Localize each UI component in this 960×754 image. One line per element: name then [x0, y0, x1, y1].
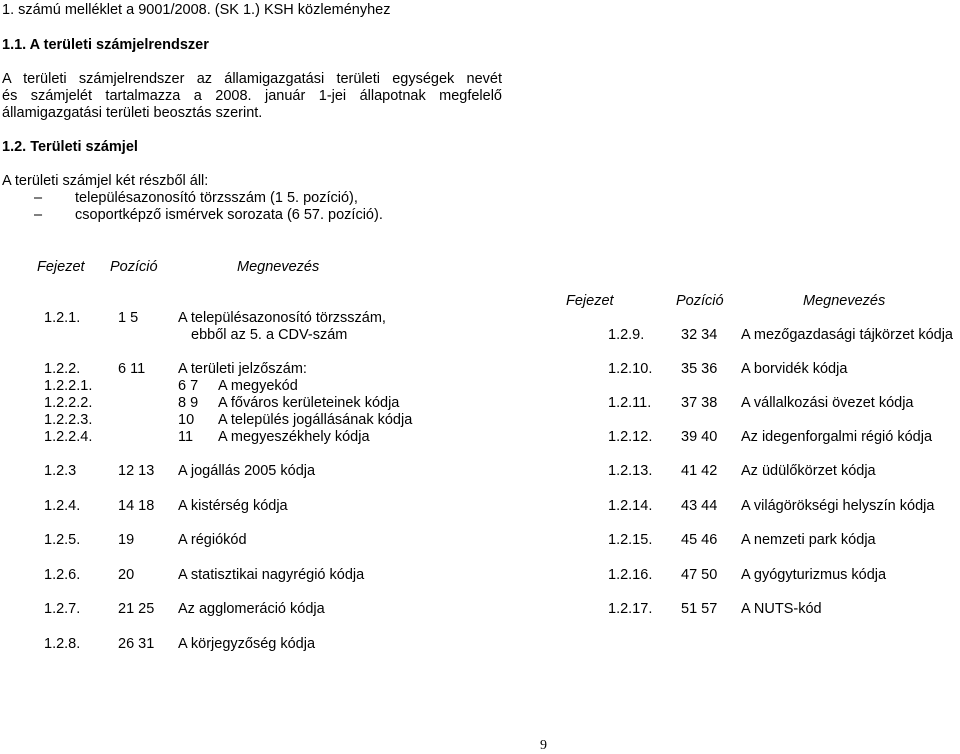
table-cell-position: 41 42 — [681, 463, 718, 479]
table-cell-chapter: 1.2.1. — [44, 310, 81, 326]
table-cell-chapter: 1.2.5. — [44, 532, 81, 548]
table-cell-position: 47 50 — [681, 567, 718, 583]
table-cell-name: A vállalkozási övezet kódja — [741, 395, 914, 411]
table-cell-name: A jogállás 2005 kódja — [178, 463, 316, 479]
table-cell-chapter: 1.2.8. — [44, 636, 81, 652]
table-cell-name: A kistérség kódja — [178, 498, 288, 514]
table-cell-chapter: 1.2.6. — [44, 567, 81, 583]
table-cell-chapter: 1.2.14. — [608, 498, 653, 514]
table-cell-position: 37 38 — [681, 395, 718, 411]
table-cell-position: 6 11 — [118, 361, 146, 377]
section2-bullet2: csoportképző ismérvek sorozata (6 57. pozíció). — [75, 207, 383, 223]
right-header-chapter: Fejezet — [566, 293, 614, 309]
section-heading-1-1: 1.1. A területi számjelrendszer — [2, 37, 209, 53]
table-cell-chapter: 1.2.4. — [44, 498, 81, 514]
table-cell-position: 8 9 — [178, 395, 199, 411]
left-header-chapter: Fejezet — [37, 259, 85, 275]
left-header-name: Megnevezés — [237, 259, 320, 275]
table-cell-position: 12 13 — [118, 463, 155, 479]
table-cell-chapter: 1.2.12. — [608, 429, 653, 445]
table-cell-chapter: 1.2.2. — [44, 361, 81, 377]
table-cell-chapter: 1.2.11. — [608, 395, 652, 411]
table-cell-chapter: 1.2.2.2. — [44, 395, 93, 411]
table-cell-position: 21 25 — [118, 601, 155, 617]
table-cell-name: A gyógyturizmus kódja — [741, 567, 887, 583]
document-header: 1. számú melléklet a 9001/2008. (SK 1.) KSH közleményhez — [2, 2, 391, 18]
table-cell-chapter: 1.2.17. — [608, 601, 653, 617]
table-cell-chapter: 1.2.16. — [608, 567, 653, 583]
table-cell-name: A mezőgazdasági tájkörzet kódja — [741, 327, 953, 343]
table-cell-name: A világörökségi helyszín kódja — [741, 498, 935, 514]
table-cell-chapter: 1.2.2.3. — [44, 412, 93, 428]
table-cell-name: Az agglomeráció kódja — [178, 601, 325, 617]
table-cell-position: 20 — [118, 567, 135, 583]
table-cell-position: 39 40 — [681, 429, 718, 445]
table-cell-position: 43 44 — [681, 498, 718, 514]
section1-paragraph-line2: és számjelét tartalmazza a 2008. január 1-jei állapotnak megfelelő — [2, 88, 502, 104]
table-cell-name: A település jogállásának kódja — [218, 412, 413, 428]
table-cell-chapter: 1.2.9. — [608, 327, 645, 343]
left-header-position: Pozíció — [110, 259, 158, 275]
table-cell-name: A területi jelzőszám: — [178, 361, 307, 377]
table-cell-name: A borvidék kódja — [741, 361, 848, 377]
section1-paragraph-line3: államigazgatási területi beosztás szerint. — [2, 105, 263, 121]
table-cell-name: A településazonosító törzsszám, — [178, 310, 386, 326]
table-cell-chapter: 1.2.7. — [44, 601, 81, 617]
bullet-dash: – — [34, 190, 43, 206]
table-cell-name: A körjegyzőség kódja — [178, 636, 316, 652]
section2-intro: A területi számjel két részből áll: — [2, 173, 209, 189]
table-cell-position: 11 — [178, 429, 194, 445]
table-cell-name: Az üdülőkörzet kódja — [741, 463, 876, 479]
table-cell-chapter: 1.2.10. — [608, 361, 653, 377]
table-cell-name: A nemzeti park kódja — [741, 532, 876, 548]
table-cell-name: A megyeszékhely kódja — [218, 429, 370, 445]
table-cell-position: 51 57 — [681, 601, 718, 617]
section1-paragraph-line1: A területi számjelrendszer az államigazgatási területi egységek nevét — [2, 71, 502, 87]
table-cell-name: A statisztikai nagyrégió kódja — [178, 567, 365, 583]
table-cell-position: 14 18 — [118, 498, 155, 514]
table-cell-position: 6 7 — [178, 378, 199, 394]
table-cell-name: A NUTS-kód — [741, 601, 822, 617]
table-cell-name: A megyekód — [218, 378, 298, 394]
table-cell-position: 19 — [118, 532, 135, 548]
table-cell-name: Az idegenforgalmi régió kódja — [741, 429, 933, 445]
page-number: 9 — [540, 738, 547, 753]
table-cell-position: 10 — [178, 412, 195, 428]
bullet-dash: – — [34, 207, 43, 223]
section-heading-1-2: 1.2. Területi számjel — [2, 139, 138, 155]
table-cell-position: 45 46 — [681, 532, 718, 548]
table-cell-position: 32 34 — [681, 327, 718, 343]
table-cell-position: 35 36 — [681, 361, 718, 377]
table-cell-name: A régiókód — [178, 532, 247, 548]
right-header-name: Megnevezés — [803, 293, 886, 309]
section2-bullet1: településazonosító törzsszám (1 5. pozíció), — [75, 190, 358, 206]
table-cell-chapter: 1.2.2.4. — [44, 429, 93, 445]
right-header-position: Pozíció — [676, 293, 724, 309]
table-cell-position: 1 5 — [118, 310, 139, 326]
table-cell-chapter: 1.2.3 — [44, 463, 77, 479]
table-cell-position: 26 31 — [118, 636, 155, 652]
table-cell-name: ebből az 5. a CDV-szám — [191, 327, 348, 343]
table-cell-chapter: 1.2.2.1. — [44, 378, 93, 394]
table-cell-name: A főváros kerületeinek kódja — [218, 395, 400, 411]
table-cell-chapter: 1.2.13. — [608, 463, 653, 479]
table-cell-chapter: 1.2.15. — [608, 532, 653, 548]
